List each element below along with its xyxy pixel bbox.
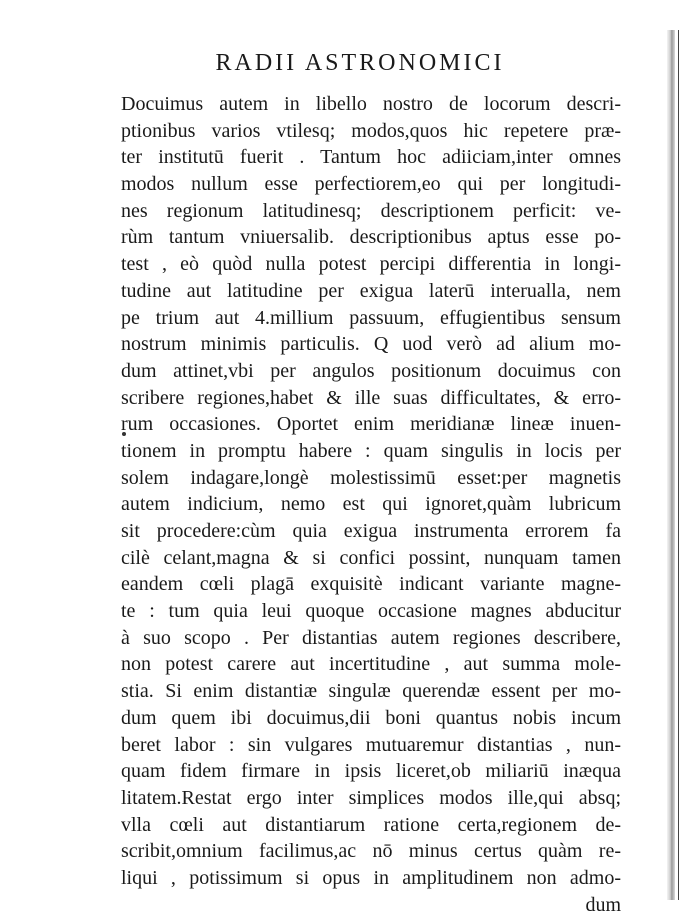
text-line: Docuimus autem in libello nostro de locorum descri-: [121, 93, 621, 115]
text-line: rum occasiones. Oportet enim meridianæ lineæ inuen-: [121, 413, 621, 436]
text-line: modos nullum esse perfectiorem,eo qui per longitudi-: [121, 173, 621, 196]
text-line: vlla cœli aut distantiarum ratione certa,regionem de-: [121, 813, 621, 836]
text-line: beret labor : sin vulgares mutuaremur distantias , nun-: [121, 733, 621, 756]
text-line: dum quem ibi docuimus,dii boni quantus nobis incum: [121, 706, 621, 729]
running-head: RADII ASTRONOMICI: [215, 50, 505, 76]
text-line: liqui , potissimum si opus in amplitudinem non admo-: [121, 866, 621, 889]
page-edge-shadow: [678, 30, 679, 900]
text-line: scribit,omnium facilimus,ac nō minus certus quàm re-: [121, 840, 621, 863]
text-line: rùm tantum vniuersalib. descriptionibus aptus esse po-: [121, 226, 621, 249]
text-line: ter institutū fuerit . Tantum hoc adiiciam,inter omnes: [121, 146, 621, 169]
text-line: solem indagare,longè molestissimū esset:per magnetis: [121, 466, 621, 489]
body-text: [121, 91, 621, 918]
text-line: non potest carere aut incertitudine , aut summa mole-: [121, 653, 621, 676]
text-line: quam fidem firmare in ipsis liceret,ob miliariū inæqua: [121, 760, 621, 783]
text-line: te : tum quia leui quoque occasione magnes abducitur: [121, 600, 621, 623]
text-line: cilè celant,magna & si confici possint, nunquam tamen: [121, 546, 621, 569]
text-line: pe trium aut 4.millium passuum, effugientibus sensum: [121, 306, 621, 329]
text-line: dum attinet,vbi per angulos positionum docuimus con: [121, 359, 621, 382]
text-line: ptionibus varios vtilesq; modos,quos hic repetere præ-: [121, 119, 621, 142]
text-line: tudine aut latitudine per exigua laterū interualla, nem: [121, 279, 621, 302]
text-line: à suo scopo . Per distantias autem regiones describere,: [121, 626, 621, 649]
text-line: eandem cœli plagā exquisitè indicant variante magne-: [121, 573, 621, 596]
text-line: nes regionum latitudinesq; descriptionem perficit: ve-: [121, 199, 621, 222]
text-line: sit procedere:cùm quia exigua instrumenta errorem fa: [121, 520, 621, 542]
text-line: litatem.Restat ergo inter simplices modos ille,qui absq;: [121, 786, 621, 809]
text-line: tionem in promptu habere : quam singulis in locis per: [121, 439, 621, 462]
text-line: test , eò quòd nulla potest percipi differentia in longi-: [121, 253, 621, 276]
text-line: nostrum minimis particulis. Q uod verò ad alium mo-: [121, 333, 621, 356]
text-line: stia. Si enim distantiæ singulæ querendæ essent per mo-: [121, 680, 621, 703]
text-line: scribere regiones,habet & ille suas difficultates, & erro-: [121, 386, 621, 409]
page-edge: [667, 30, 675, 900]
text-line: autem indicium, nemo est qui ignoret,quàm lubricum: [121, 493, 621, 516]
catchword: dum: [585, 893, 621, 916]
